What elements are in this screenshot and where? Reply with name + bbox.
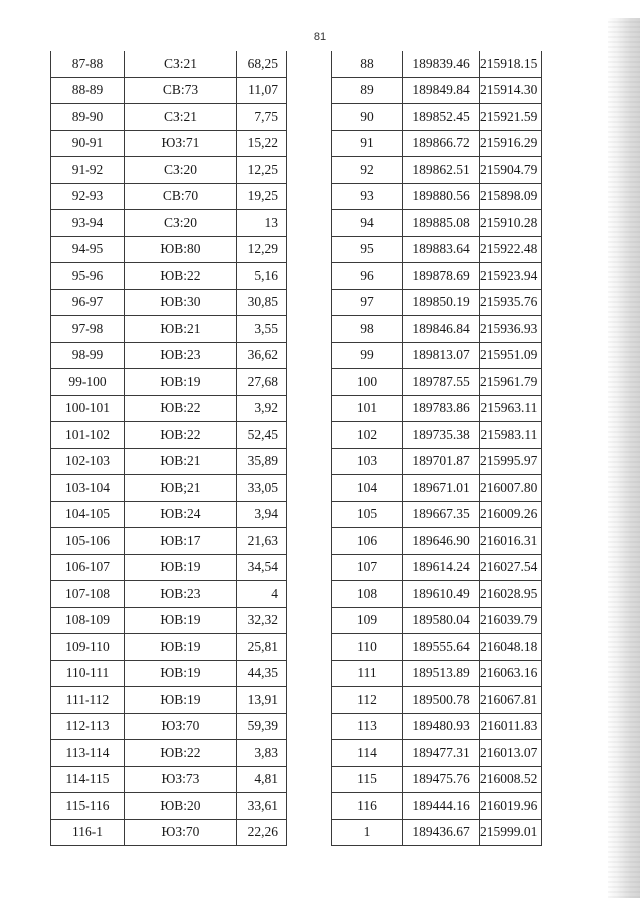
length-cell: 12,29 — [237, 236, 287, 263]
point-cell: 110 — [332, 634, 403, 661]
table-row — [332, 236, 542, 263]
direction-cell: ЮВ:24 — [125, 501, 237, 528]
x-coordinate-cell: 189475.76 — [403, 766, 480, 793]
length-cell: 59,39 — [237, 713, 287, 740]
x-coordinate-cell: 189701.87 — [403, 448, 480, 475]
point-cell: 112 — [332, 687, 403, 714]
segment-cell: 102-103 — [51, 448, 125, 475]
segment-cell: 89-90 — [51, 104, 125, 131]
point-cell: 100 — [332, 369, 403, 396]
segment-cell: 92-93 — [51, 183, 125, 210]
y-coordinate-cell: 216007.80 — [480, 475, 542, 502]
direction-cell: ЮВ:19 — [125, 554, 237, 581]
point-cell: 101 — [332, 395, 403, 422]
segment-bearings-table — [50, 51, 287, 846]
length-cell: 15,22 — [237, 130, 287, 157]
table-row — [332, 77, 542, 104]
direction-cell: ЮВ:19 — [125, 634, 237, 661]
table-row — [51, 236, 287, 263]
x-coordinate-cell: 189480.93 — [403, 713, 480, 740]
length-cell: 3,94 — [237, 501, 287, 528]
x-coordinate-cell: 189671.01 — [403, 475, 480, 502]
x-coordinate-cell: 189850.19 — [403, 289, 480, 316]
segment-cell: 110-111 — [51, 660, 125, 687]
x-coordinate-cell: 189880.56 — [403, 183, 480, 210]
table-row — [51, 395, 287, 422]
table-row — [332, 263, 542, 290]
table-row — [332, 634, 542, 661]
length-cell: 33,61 — [237, 793, 287, 820]
x-coordinate-cell: 189846.84 — [403, 316, 480, 343]
direction-cell: ЮЗ:70 — [125, 713, 237, 740]
x-coordinate-cell: 189436.67 — [403, 819, 480, 846]
page-number: 81 — [313, 31, 327, 43]
direction-cell: ЮВ:30 — [125, 289, 237, 316]
length-cell: 34,54 — [237, 554, 287, 581]
direction-cell: ЮВ:22 — [125, 422, 237, 449]
table-row — [332, 210, 542, 237]
table-row — [332, 660, 542, 687]
segment-cell: 94-95 — [51, 236, 125, 263]
x-coordinate-cell: 189839.46 — [403, 51, 480, 77]
x-coordinate-cell: 189852.45 — [403, 104, 480, 131]
point-cell: 90 — [332, 104, 403, 131]
table-row — [51, 660, 287, 687]
segment-cell: 97-98 — [51, 316, 125, 343]
length-cell: 5,16 — [237, 263, 287, 290]
table-row — [51, 713, 287, 740]
y-coordinate-cell: 215995.97 — [480, 448, 542, 475]
table-row — [332, 395, 542, 422]
point-cell: 114 — [332, 740, 403, 767]
length-cell: 35,89 — [237, 448, 287, 475]
y-coordinate-cell: 216009.26 — [480, 501, 542, 528]
table-row — [332, 581, 542, 608]
point-cell: 115 — [332, 766, 403, 793]
x-coordinate-cell: 189646.90 — [403, 528, 480, 555]
length-cell: 13 — [237, 210, 287, 237]
length-cell: 68,25 — [237, 51, 287, 77]
direction-cell: ЮВ:19 — [125, 660, 237, 687]
table-row — [51, 501, 287, 528]
segment-cell: 91-92 — [51, 157, 125, 184]
table-row — [51, 819, 287, 846]
direction-cell: ЮЗ:71 — [125, 130, 237, 157]
point-cell: 104 — [332, 475, 403, 502]
length-cell: 11,07 — [237, 77, 287, 104]
x-coordinate-cell: 189555.64 — [403, 634, 480, 661]
segment-cell: 87-88 — [51, 51, 125, 77]
point-cell: 108 — [332, 581, 403, 608]
length-cell: 3,92 — [237, 395, 287, 422]
table-row — [51, 448, 287, 475]
table-row — [51, 263, 287, 290]
table-row — [332, 422, 542, 449]
y-coordinate-cell: 215918.15 — [480, 51, 542, 77]
y-coordinate-cell: 215898.09 — [480, 183, 542, 210]
length-cell: 3,55 — [237, 316, 287, 343]
x-coordinate-cell: 189477.31 — [403, 740, 480, 767]
point-cell: 106 — [332, 528, 403, 555]
length-cell: 27,68 — [237, 369, 287, 396]
y-coordinate-cell: 216063.16 — [480, 660, 542, 687]
segment-cell: 114-115 — [51, 766, 125, 793]
y-coordinate-cell: 216019.96 — [480, 793, 542, 820]
point-cell: 88 — [332, 51, 403, 77]
length-cell: 32,32 — [237, 607, 287, 634]
table-row — [332, 130, 542, 157]
length-cell: 3,83 — [237, 740, 287, 767]
length-cell: 36,62 — [237, 342, 287, 369]
point-cell: 107 — [332, 554, 403, 581]
table-row — [332, 316, 542, 343]
direction-cell: ЮВ:21 — [125, 316, 237, 343]
segment-cell: 90-91 — [51, 130, 125, 157]
x-coordinate-cell: 189610.49 — [403, 581, 480, 608]
table-row — [332, 528, 542, 555]
point-cell: 105 — [332, 501, 403, 528]
y-coordinate-cell: 216039.79 — [480, 607, 542, 634]
x-coordinate-cell: 189783.86 — [403, 395, 480, 422]
table-row — [51, 77, 287, 104]
table-row — [332, 793, 542, 820]
y-coordinate-cell: 215921.59 — [480, 104, 542, 131]
y-coordinate-cell: 215961.79 — [480, 369, 542, 396]
y-coordinate-cell: 216028.95 — [480, 581, 542, 608]
point-cell: 99 — [332, 342, 403, 369]
x-coordinate-cell: 189513.89 — [403, 660, 480, 687]
y-coordinate-cell: 215916.29 — [480, 130, 542, 157]
segment-cell: 101-102 — [51, 422, 125, 449]
point-coordinates-table — [331, 51, 542, 846]
table-row — [51, 157, 287, 184]
y-coordinate-cell: 215983.11 — [480, 422, 542, 449]
x-coordinate-cell: 189885.08 — [403, 210, 480, 237]
table-row — [51, 51, 287, 77]
x-coordinate-cell: 189444.16 — [403, 793, 480, 820]
length-cell: 52,45 — [237, 422, 287, 449]
segment-cell: 99-100 — [51, 369, 125, 396]
x-coordinate-cell: 189580.04 — [403, 607, 480, 634]
x-coordinate-cell: 189878.69 — [403, 263, 480, 290]
segment-cell: 104-105 — [51, 501, 125, 528]
x-coordinate-cell: 189614.24 — [403, 554, 480, 581]
x-coordinate-cell: 189787.55 — [403, 369, 480, 396]
y-coordinate-cell: 216013.07 — [480, 740, 542, 767]
table-row — [51, 316, 287, 343]
direction-cell: СЗ:20 — [125, 157, 237, 184]
table-row — [332, 51, 542, 77]
table-row — [332, 342, 542, 369]
x-coordinate-cell: 189866.72 — [403, 130, 480, 157]
y-coordinate-cell: 215951.09 — [480, 342, 542, 369]
x-coordinate-cell: 189667.35 — [403, 501, 480, 528]
point-cell: 98 — [332, 316, 403, 343]
length-cell: 7,75 — [237, 104, 287, 131]
direction-cell: СЗ:21 — [125, 51, 237, 77]
y-coordinate-cell: 216067.81 — [480, 687, 542, 714]
table-row — [51, 581, 287, 608]
segment-cell: 115-116 — [51, 793, 125, 820]
point-cell: 116 — [332, 793, 403, 820]
table-row — [51, 104, 287, 131]
table-row — [332, 713, 542, 740]
y-coordinate-cell: 215910.28 — [480, 210, 542, 237]
segment-cell: 111-112 — [51, 687, 125, 714]
table-row — [332, 289, 542, 316]
point-cell: 109 — [332, 607, 403, 634]
segment-cell: 88-89 — [51, 77, 125, 104]
table-row — [332, 819, 542, 846]
x-coordinate-cell: 189500.78 — [403, 687, 480, 714]
direction-cell: ЮВ:21 — [125, 448, 237, 475]
table-row — [51, 634, 287, 661]
y-coordinate-cell: 215914.30 — [480, 77, 542, 104]
table-row — [51, 740, 287, 767]
segment-cell: 100-101 — [51, 395, 125, 422]
length-cell: 30,85 — [237, 289, 287, 316]
direction-cell: СЗ:21 — [125, 104, 237, 131]
table-row — [51, 342, 287, 369]
table-row — [332, 104, 542, 131]
y-coordinate-cell: 215923.94 — [480, 263, 542, 290]
table-row — [332, 554, 542, 581]
length-cell: 44,35 — [237, 660, 287, 687]
y-coordinate-cell: 215904.79 — [480, 157, 542, 184]
y-coordinate-cell: 215922.48 — [480, 236, 542, 263]
direction-cell: ЮВ:80 — [125, 236, 237, 263]
segment-cell: 112-113 — [51, 713, 125, 740]
direction-cell: ЮВ;21 — [125, 475, 237, 502]
y-coordinate-cell: 215935.76 — [480, 289, 542, 316]
segment-cell: 98-99 — [51, 342, 125, 369]
x-coordinate-cell: 189883.64 — [403, 236, 480, 263]
point-cell: 113 — [332, 713, 403, 740]
length-cell: 13,91 — [237, 687, 287, 714]
table-row — [51, 183, 287, 210]
point-cell: 91 — [332, 130, 403, 157]
table-row — [332, 475, 542, 502]
point-cell: 1 — [332, 819, 403, 846]
segment-cell: 103-104 — [51, 475, 125, 502]
direction-cell: ЮВ:23 — [125, 342, 237, 369]
point-cell: 97 — [332, 289, 403, 316]
table-row — [332, 607, 542, 634]
length-cell: 4 — [237, 581, 287, 608]
segment-cell: 107-108 — [51, 581, 125, 608]
scan-edge-strip — [608, 18, 640, 898]
direction-cell: ЮВ:23 — [125, 581, 237, 608]
direction-cell: ЮВ:22 — [125, 395, 237, 422]
point-cell: 92 — [332, 157, 403, 184]
direction-cell: ЮЗ:70 — [125, 819, 237, 846]
table-row — [51, 607, 287, 634]
table-row — [332, 157, 542, 184]
table-row — [51, 130, 287, 157]
y-coordinate-cell: 215999.01 — [480, 819, 542, 846]
segment-cell: 105-106 — [51, 528, 125, 555]
length-cell: 22,26 — [237, 819, 287, 846]
y-coordinate-cell: 216016.31 — [480, 528, 542, 555]
point-cell: 111 — [332, 660, 403, 687]
length-cell: 21,63 — [237, 528, 287, 555]
table-row — [332, 448, 542, 475]
segment-cell: 108-109 — [51, 607, 125, 634]
table-row — [51, 289, 287, 316]
segment-cell: 95-96 — [51, 263, 125, 290]
direction-cell: СВ:73 — [125, 77, 237, 104]
table-row — [51, 422, 287, 449]
y-coordinate-cell: 216008.52 — [480, 766, 542, 793]
point-cell: 89 — [332, 77, 403, 104]
table-row — [332, 369, 542, 396]
table-row — [332, 766, 542, 793]
y-coordinate-cell: 215963.11 — [480, 395, 542, 422]
table-row — [332, 183, 542, 210]
segment-cell: 109-110 — [51, 634, 125, 661]
segment-cell: 93-94 — [51, 210, 125, 237]
direction-cell: ЮВ:22 — [125, 740, 237, 767]
table-row — [332, 501, 542, 528]
segment-cell: 106-107 — [51, 554, 125, 581]
point-cell: 102 — [332, 422, 403, 449]
direction-cell: СВ:70 — [125, 183, 237, 210]
length-cell: 4,81 — [237, 766, 287, 793]
table-row — [51, 793, 287, 820]
length-cell: 12,25 — [237, 157, 287, 184]
y-coordinate-cell: 215936.93 — [480, 316, 542, 343]
direction-cell: ЮВ:20 — [125, 793, 237, 820]
segment-cell: 113-114 — [51, 740, 125, 767]
direction-cell: ЮВ:22 — [125, 263, 237, 290]
table-row — [332, 687, 542, 714]
x-coordinate-cell: 189862.51 — [403, 157, 480, 184]
point-cell: 103 — [332, 448, 403, 475]
table-row — [51, 528, 287, 555]
y-coordinate-cell: 216011.83 — [480, 713, 542, 740]
length-cell: 25,81 — [237, 634, 287, 661]
table-row — [51, 475, 287, 502]
table-row — [51, 554, 287, 581]
direction-cell: ЮВ:19 — [125, 369, 237, 396]
length-cell: 33,05 — [237, 475, 287, 502]
y-coordinate-cell: 216048.18 — [480, 634, 542, 661]
table-row — [51, 210, 287, 237]
point-cell: 95 — [332, 236, 403, 263]
table-row — [51, 687, 287, 714]
point-cell: 93 — [332, 183, 403, 210]
table-row — [51, 766, 287, 793]
x-coordinate-cell: 189813.07 — [403, 342, 480, 369]
direction-cell: ЮВ:19 — [125, 687, 237, 714]
table-row — [332, 740, 542, 767]
point-cell: 96 — [332, 263, 403, 290]
segment-cell: 116-1 — [51, 819, 125, 846]
direction-cell: ЮЗ:73 — [125, 766, 237, 793]
segment-cell: 96-97 — [51, 289, 125, 316]
direction-cell: СЗ:20 — [125, 210, 237, 237]
x-coordinate-cell: 189735.38 — [403, 422, 480, 449]
y-coordinate-cell: 216027.54 — [480, 554, 542, 581]
point-cell: 94 — [332, 210, 403, 237]
direction-cell: ЮВ:17 — [125, 528, 237, 555]
direction-cell: ЮВ:19 — [125, 607, 237, 634]
x-coordinate-cell: 189849.84 — [403, 77, 480, 104]
length-cell: 19,25 — [237, 183, 287, 210]
table-row — [51, 369, 287, 396]
